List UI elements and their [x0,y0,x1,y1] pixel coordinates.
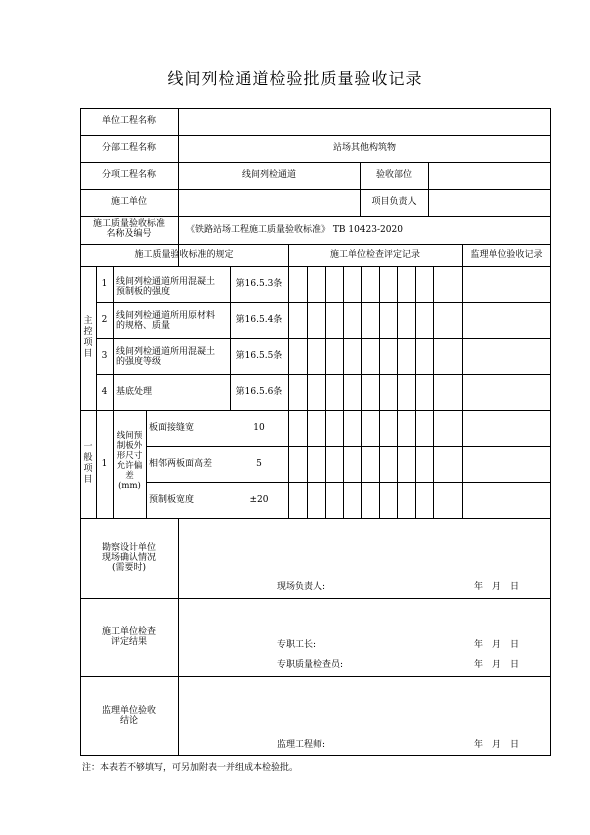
general-row-1-name: 板面接缝宽 [149,423,195,433]
main-row-3-clause: 第16.5.5条 [235,351,283,361]
division-value: 站场其他构筑物 [332,143,396,153]
footnote: 注：本表若不够填写，可另加附表一并组成本检验批。 [82,763,299,773]
general-row-1-value: 10 [253,423,265,433]
general-row-3-name: 预制板宽度 [149,495,195,505]
survey-label-1: 勘察设计单位 [101,543,156,553]
general-items-label: 一般项目 [83,442,93,485]
supervise-label-2: 结论 [119,716,138,726]
standard-label-line1: 施工质量验收标准 [92,219,165,229]
main-row-1-no: 1 [101,279,108,289]
main-items-label: 主控项目 [83,316,93,359]
construct-eval-sign1: 专职工长: [277,640,317,650]
constructor-label: 施工单位 [110,197,147,207]
main-row-1-clause: 第16.5.3条 [235,279,283,289]
supervise-date: 年 月 日 [474,740,520,750]
main-row-4-no: 4 [101,387,108,397]
construct-eval-label-1: 施工单位检查 [101,627,156,637]
col-spec: 施工质量验收标准的规定 [134,250,234,260]
main-row-3-no: 3 [101,351,108,361]
col-check: 施工单位检查评定记录 [329,250,420,260]
subitem-label: 分项工程名称 [101,170,156,180]
supervise-sign: 监理工程师: [277,740,326,750]
survey-label-3: (需要时) [111,563,147,573]
general-group-line-6: (mm) [118,481,141,491]
main-row-2-line2: 的规格、质量 [116,321,171,331]
construct-eval-date2: 年 月 日 [474,660,520,670]
supervise-label-1: 监理单位验收 [101,706,156,716]
standard-value: 《铁路站场工程施工质量验收标准》 TB 10423-2020 [186,225,403,235]
subitem-value: 线间列检通道 [241,170,296,180]
general-group-label [113,431,146,491]
main-row-1-line1: 线间列检通道所用混凝土 [116,277,216,287]
construct-eval-label-2: 评定结果 [110,637,147,647]
page-title: 线间列检通道检验批质量验收记录 [167,69,423,88]
main-row-1-line2: 预制板的强度 [116,287,171,297]
col-supervise: 监理单位验收记录 [470,250,543,260]
standard-label-line2: 名称及编号 [106,229,152,239]
main-row-4-clause: 第16.5.6条 [235,387,283,397]
general-group-line-2: 制板外 [116,441,143,451]
general-row-2-name: 相邻两板面高差 [149,459,213,469]
main-row-4-line1: 基底处理 [116,387,153,397]
general-group-line-3: 形尺寸 [116,451,143,461]
main-row-2-clause: 第16.5.4条 [235,315,283,325]
main-row-3-line2: 的强度等级 [116,357,162,367]
survey-date: 年 月 日 [474,582,520,592]
main-row-2-no: 2 [101,315,108,325]
construct-eval-sign2: 专职质量检查员: [277,660,344,670]
general-group-line-1: 线间预 [116,431,143,441]
general-row-3-value: ±20 [249,495,269,505]
survey-sign: 现场负责人: [277,582,326,592]
general-row-no: 1 [101,459,108,469]
construct-eval-date1: 年 月 日 [474,640,520,650]
division-label: 分部工程名称 [101,143,156,153]
unit-project-label: 单位工程名称 [101,116,156,126]
main-row-3-line1: 线间列检通道所用混凝土 [116,347,216,357]
general-group-line-5: 差 [125,471,134,481]
project-lead-label: 项目负责人 [371,197,417,207]
main-row-2-line1: 线间列检通道所用原材料 [116,311,216,321]
general-group-line-4: 允许偏 [116,461,143,471]
accept-part-label: 验收部位 [375,170,412,180]
general-row-2-value: 5 [256,459,262,469]
survey-label-2: 现场确认情况 [101,553,156,563]
